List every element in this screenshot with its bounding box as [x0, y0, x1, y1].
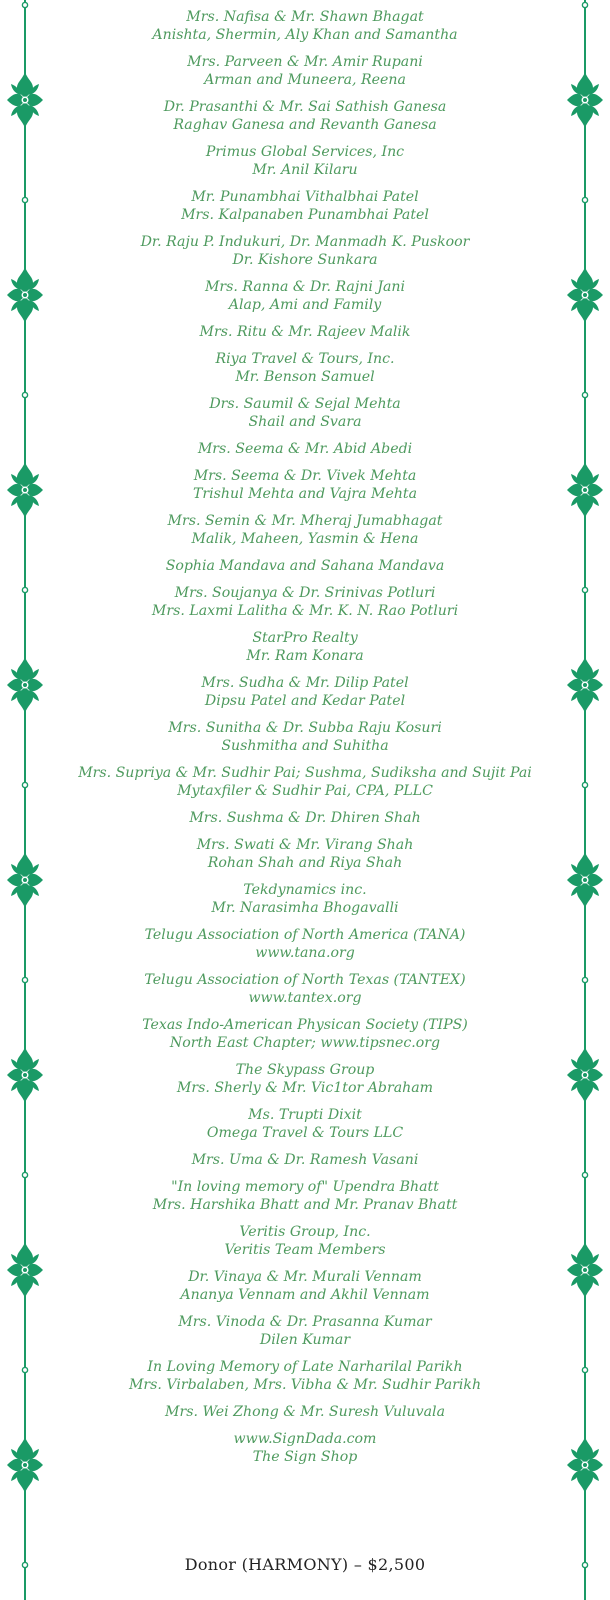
- donor-list: [60, 8, 550, 1475]
- donor-entry: [60, 971, 550, 1007]
- donor-detail-line: Mrs. Kalpanaben Punambhai Patel: [181, 207, 429, 223]
- donor-name-line: StarPro Realty: [252, 630, 358, 646]
- floral-ornament-icon: [5, 655, 45, 715]
- donor-name-line: Veritis Group, Inc.: [239, 1224, 371, 1240]
- donor-entry: [60, 674, 550, 710]
- donor-detail-line: www.tantex.org: [248, 990, 362, 1006]
- donor-detail-line: Mrs. Sherly & Mr. Vic1tor Abraham: [176, 1080, 434, 1096]
- donor-name-line: Mrs. Seema & Dr. Vivek Mehta: [193, 468, 417, 484]
- border-knot-icon: [21, 196, 29, 204]
- donor-detail-line: Veritis Team Members: [224, 1242, 386, 1258]
- donor-entry: [60, 1430, 550, 1466]
- donor-detail-line: www.tana.org: [255, 945, 355, 961]
- border-knot-icon: [581, 1561, 589, 1569]
- donor-tier-heading: Donor (HARMONY) – $2,500: [184, 1555, 426, 1574]
- donor-detail-line: Mrs. Laxmi Lalitha & Mr. K. N. Rao Potluri: [151, 603, 459, 619]
- floral-ornament-icon: [565, 460, 605, 520]
- floral-ornament-icon: [5, 850, 45, 910]
- donor-detail-line: Dilen Kumar: [259, 1332, 351, 1348]
- donor-detail-line: Trishul Mehta and Vajra Mehta: [192, 486, 418, 502]
- donor-name-line: Mrs. Swati & Mr. Virang Shah: [196, 837, 414, 853]
- donor-entry: [60, 926, 550, 962]
- donor-name-line: Riya Travel & Tours, Inc.: [215, 351, 395, 367]
- floral-ornament-icon: [5, 265, 45, 325]
- donor-detail-line: Mrs. Virbalaben, Mrs. Vibha & Mr. Sudhir Parikh: [128, 1377, 482, 1393]
- donor-entry: [60, 188, 550, 224]
- donor-detail-line: Shail and Svara: [248, 414, 362, 430]
- floral-ornament-icon: [565, 70, 605, 130]
- donor-name-line: www.SignDada.com: [233, 1431, 377, 1447]
- border-knot-icon: [21, 1, 29, 9]
- border-knot-icon: [21, 391, 29, 399]
- donor-detail-line: Sushmitha and Suhitha: [221, 738, 389, 754]
- donor-entry: [60, 53, 550, 89]
- donor-entry: [60, 1016, 550, 1052]
- border-knot-icon: [581, 1366, 589, 1374]
- donor-name-line: "In loving memory of" Upendra Bhatt: [171, 1179, 439, 1195]
- border-knot-icon: [21, 586, 29, 594]
- border-knot-icon: [21, 1171, 29, 1179]
- floral-ornament-icon: [565, 1045, 605, 1105]
- donor-detail-line: Mr. Anil Kilaru: [252, 162, 358, 178]
- donor-entry: [60, 98, 550, 134]
- donor-detail-line: Omega Travel & Tours LLC: [206, 1125, 404, 1141]
- floral-ornament-icon: [565, 655, 605, 715]
- donor-name-line: Mrs. Supriya & Mr. Sudhir Pai; Sushma, Sudiksha and Sujit Pai: [78, 765, 532, 781]
- floral-ornament-icon: [565, 265, 605, 325]
- right-decorative-border: [560, 0, 610, 1600]
- donor-entry: [60, 1358, 550, 1394]
- donor-entry: [60, 350, 550, 386]
- donor-name-line: Dr. Vinaya & Mr. Murali Vennam: [188, 1269, 422, 1285]
- left-decorative-border: [0, 0, 50, 1600]
- donor-entry: [60, 467, 550, 503]
- border-knot-icon: [581, 391, 589, 399]
- donor-name-line: Sophia Mandava and Sahana Mandava: [165, 558, 445, 574]
- donor-detail-line: Mr. Benson Samuel: [235, 369, 375, 385]
- donor-detail-line: Raghav Ganesa and Revanth Ganesa: [173, 117, 437, 133]
- border-knot-icon: [21, 976, 29, 984]
- donor-entry: [60, 881, 550, 917]
- donor-detail-line: North East Chapter; www.tipsnec.org: [169, 1035, 441, 1051]
- donor-name-line: Dr. Prasanthi & Mr. Sai Sathish Ganesa: [163, 99, 447, 115]
- donor-entry: [60, 233, 550, 269]
- border-knot-icon: [581, 196, 589, 204]
- border-knot-icon: [581, 1, 589, 9]
- floral-ornament-icon: [565, 850, 605, 910]
- donor-detail-line: Alap, Ami and Family: [228, 297, 382, 313]
- donor-name-line: Telugu Association of North Texas (TANTEX): [144, 972, 466, 988]
- donor-entry: [60, 629, 550, 665]
- donor-detail-line: Mr. Narasimha Bhogavalli: [211, 900, 399, 916]
- donor-name-line: Mrs. Sunitha & Dr. Subba Raju Kosuri: [168, 720, 442, 736]
- right-border-line: [584, 0, 586, 1600]
- donor-detail-line: The Sign Shop: [252, 1449, 358, 1465]
- donor-detail-line: Dr. Kishore Sunkara: [232, 252, 378, 268]
- floral-ornament-icon: [565, 1435, 605, 1495]
- donor-name-line: Mrs. Semin & Mr. Mheraj Jumabhagat: [167, 513, 443, 529]
- donor-entry: [60, 809, 550, 827]
- floral-ornament-icon: [5, 460, 45, 520]
- donor-name-line: Mrs. Vinoda & Dr. Prasanna Kumar: [178, 1314, 432, 1330]
- donor-detail-line: Mr. Ram Konara: [246, 648, 364, 664]
- donor-entry: [60, 1178, 550, 1214]
- donor-detail-line: Mrs. Harshika Bhatt and Mr. Pranav Bhatt: [152, 1197, 458, 1213]
- donor-name-line: Telugu Association of North America (TANA): [144, 927, 466, 943]
- border-knot-icon: [581, 586, 589, 594]
- floral-ornament-icon: [565, 1240, 605, 1300]
- donor-entry: [60, 323, 550, 341]
- donor-entry: [60, 278, 550, 314]
- donor-detail-line: Mytaxfiler & Sudhir Pai, CPA, PLLC: [177, 783, 433, 799]
- donor-entry: [60, 1223, 550, 1259]
- donor-name-line: Primus Global Services, Inc: [205, 144, 405, 160]
- border-knot-icon: [21, 781, 29, 789]
- donor-entry: [60, 719, 550, 755]
- donor-entry: [60, 1106, 550, 1142]
- donor-detail-line: Anishta, Shermin, Aly Khan and Samantha: [152, 27, 458, 43]
- donor-entry: [60, 143, 550, 179]
- donor-name-line: Mrs. Parveen & Mr. Amir Rupani: [187, 54, 423, 70]
- donor-entry: [60, 584, 550, 620]
- floral-ornament-icon: [5, 1240, 45, 1300]
- donor-entry: [60, 1061, 550, 1097]
- left-border-line: [24, 0, 26, 1600]
- border-knot-icon: [581, 976, 589, 984]
- donor-name-line: Mrs. Soujanya & Dr. Srinivas Potluri: [174, 585, 436, 601]
- donor-entry: [60, 557, 550, 575]
- donor-detail-line: Dipsu Patel and Kedar Patel: [204, 693, 406, 709]
- donor-name-line: Mrs. Ranna & Dr. Rajni Jani: [204, 279, 406, 295]
- border-knot-icon: [581, 781, 589, 789]
- floral-ornament-icon: [5, 70, 45, 130]
- donor-name-line: Mrs. Sushma & Dr. Dhiren Shah: [189, 810, 421, 826]
- donor-entry: [60, 1268, 550, 1304]
- donor-name-line: The Skypass Group: [235, 1062, 375, 1078]
- floral-ornament-icon: [5, 1045, 45, 1105]
- donor-detail-line: Malik, Maheen, Yasmin & Hena: [191, 531, 419, 547]
- donor-name-line: Tekdynamics inc.: [243, 882, 367, 898]
- donor-entry: [60, 1403, 550, 1421]
- donor-name-line: Texas Indo-American Physican Society (TIPS): [142, 1017, 468, 1033]
- donor-name-line: In Loving Memory of Late Narharilal Parikh: [147, 1359, 463, 1375]
- border-knot-icon: [21, 1366, 29, 1374]
- donor-name-line: Mrs. Nafisa & Mr. Shawn Bhagat: [186, 9, 424, 25]
- donor-name-line: Drs. Saumil & Sejal Mehta: [209, 396, 401, 412]
- donor-detail-line: Rohan Shah and Riya Shah: [207, 855, 403, 871]
- donor-entry: [60, 1151, 550, 1169]
- donor-name-line: Mrs. Ritu & Mr. Rajeev Malik: [199, 324, 411, 340]
- donor-entry: [60, 395, 550, 431]
- donor-entry: [60, 440, 550, 458]
- donor-name-line: Mrs. Seema & Mr. Abid Abedi: [197, 441, 413, 457]
- donor-entry: [60, 8, 550, 44]
- border-knot-icon: [581, 1171, 589, 1179]
- donor-name-line: Mr. Punambhai Vithalbhai Patel: [191, 189, 419, 205]
- donor-name-line: Mrs. Wei Zhong & Mr. Suresh Vuluvala: [165, 1404, 445, 1420]
- donor-name-line: Mrs. Uma & Dr. Ramesh Vasani: [191, 1152, 419, 1168]
- donor-name-line: Mrs. Sudha & Mr. Dilip Patel: [201, 675, 409, 691]
- donor-name-line: Dr. Raju P. Indukuri, Dr. Manmadh K. Puskoor: [140, 234, 470, 250]
- donor-detail-line: Arman and Muneera, Reena: [204, 72, 406, 88]
- donor-entry: [60, 764, 550, 800]
- donor-entry: [60, 836, 550, 872]
- border-knot-icon: [21, 1561, 29, 1569]
- donor-entry: [60, 1313, 550, 1349]
- donor-entry: [60, 512, 550, 548]
- floral-ornament-icon: [5, 1435, 45, 1495]
- donor-detail-line: Ananya Vennam and Akhil Vennam: [180, 1287, 430, 1303]
- donor-name-line: Ms. Trupti Dixit: [248, 1107, 362, 1123]
